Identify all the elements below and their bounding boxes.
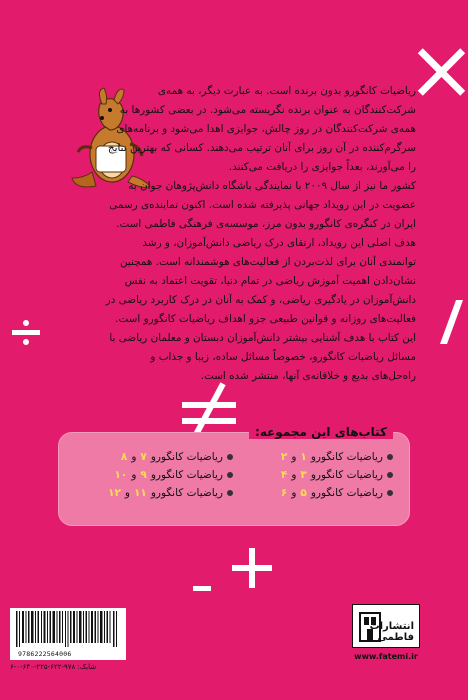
- list-item: ریاضیات کانگورو ۷ و ۸: [73, 451, 233, 463]
- paragraph-3: هدف اصلی این رویداد، ارتقای درک ریاضی دانش‌آموزان، و رشد توانمندی آنان برای لذت‌بردن از فعالیت‌های هوشمندانه است. همچنین نشان‌دادن اهمیت آموزش ریاضی در تمام دنیا، تقویت اعتماد به نفس دانش‌آموزان در یادگیری ریاضی، و کمک به آنان در درک کاربرد ریاضی در فعالیت‌های روزانه و قوانین طبیعی جزو اهداف ریاضیات کانگورو است.: [105, 237, 416, 325]
- barcode-bars: [10, 608, 126, 648]
- list-item: ریاضیات کانگورو ۳ و ۴: [233, 469, 393, 481]
- paragraph-1: ریاضیات کانگورو بدون برنده است. به عبارت دیگر، به همه‌ی شرکت‌کنندگان به عنوان برنده نگریسته می‌شود. در بعضی کشورها به همه‌ی شرکت‌کنندگان در روز چالش، جوایزی اهدا می‌شود و برنامه‌های سرگرم‌کننده در آن روز برای آنان ترتیب می‌دهند. کسانی که بهترین نتایج را می‌آورند، بعداً جوایزی را دریافت می‌کنند.: [107, 85, 416, 173]
- barcode-number: 9786222564006: [18, 650, 72, 658]
- paragraph-2: کشور ما نیز از سال ۲۰۰۹ با نمایندگی باشگاه دانش‌پژوهان جوان به عضویت در این رویداد جهانی پذیرفته شده است. اکنون نماینده‌ی رسمی ایران در کنگره‌ی کانگورو بدون مرز، موسسه‌ی فرهنگی فاطمی است.: [109, 180, 416, 230]
- plus-symbol-icon: [232, 548, 272, 588]
- list-item: ریاضیات کانگورو ۵ و ۶: [233, 487, 393, 499]
- bullet-icon: [387, 454, 393, 460]
- publisher-logo: [352, 604, 420, 648]
- list-item: ریاضیات کانگورو ۱۱ و ۱۲: [73, 487, 233, 499]
- slash-symbol-icon: [440, 300, 463, 344]
- divide-symbol-icon: [12, 318, 40, 346]
- bullet-icon: [227, 472, 233, 478]
- bullet-icon: [227, 454, 233, 460]
- description-text: [104, 82, 416, 386]
- bullet-icon: [387, 472, 393, 478]
- series-books-box: [58, 425, 410, 526]
- paragraph-4: این کتاب با هدف آشنایی بیشتر دانش‌آموزان دبستان و معلمان ریاضی با مسائل ریاضیات کانگورو، خصوصاً مسائل ساده، زیبا و جذاب و راه‌حل‌های بدیع و خلاقانه‌ی آنها، منتشر شده است.: [109, 332, 416, 382]
- bullet-icon: [387, 490, 393, 496]
- series-book-list: [73, 451, 393, 499]
- series-title: کتاب‌های این مجموعه:: [249, 425, 393, 439]
- publisher-name: انتشارات فاطمی: [369, 621, 414, 643]
- bullet-icon: [227, 490, 233, 496]
- isbn-barcode: [10, 608, 126, 660]
- isbn-text: شابک: ۹۷۸-۶۲۲-۲۲۵-۶۴۰-۰-۶: [10, 663, 97, 671]
- multiply-symbol-icon: [418, 48, 466, 96]
- list-item: ریاضیات کانگورو ۱ و ۲: [233, 451, 393, 463]
- publisher-url[interactable]: www.fatemi.ir: [354, 652, 418, 661]
- minus-symbol-icon: [193, 586, 211, 591]
- list-item: ریاضیات کانگورو ۹ و ۱۰: [73, 469, 233, 481]
